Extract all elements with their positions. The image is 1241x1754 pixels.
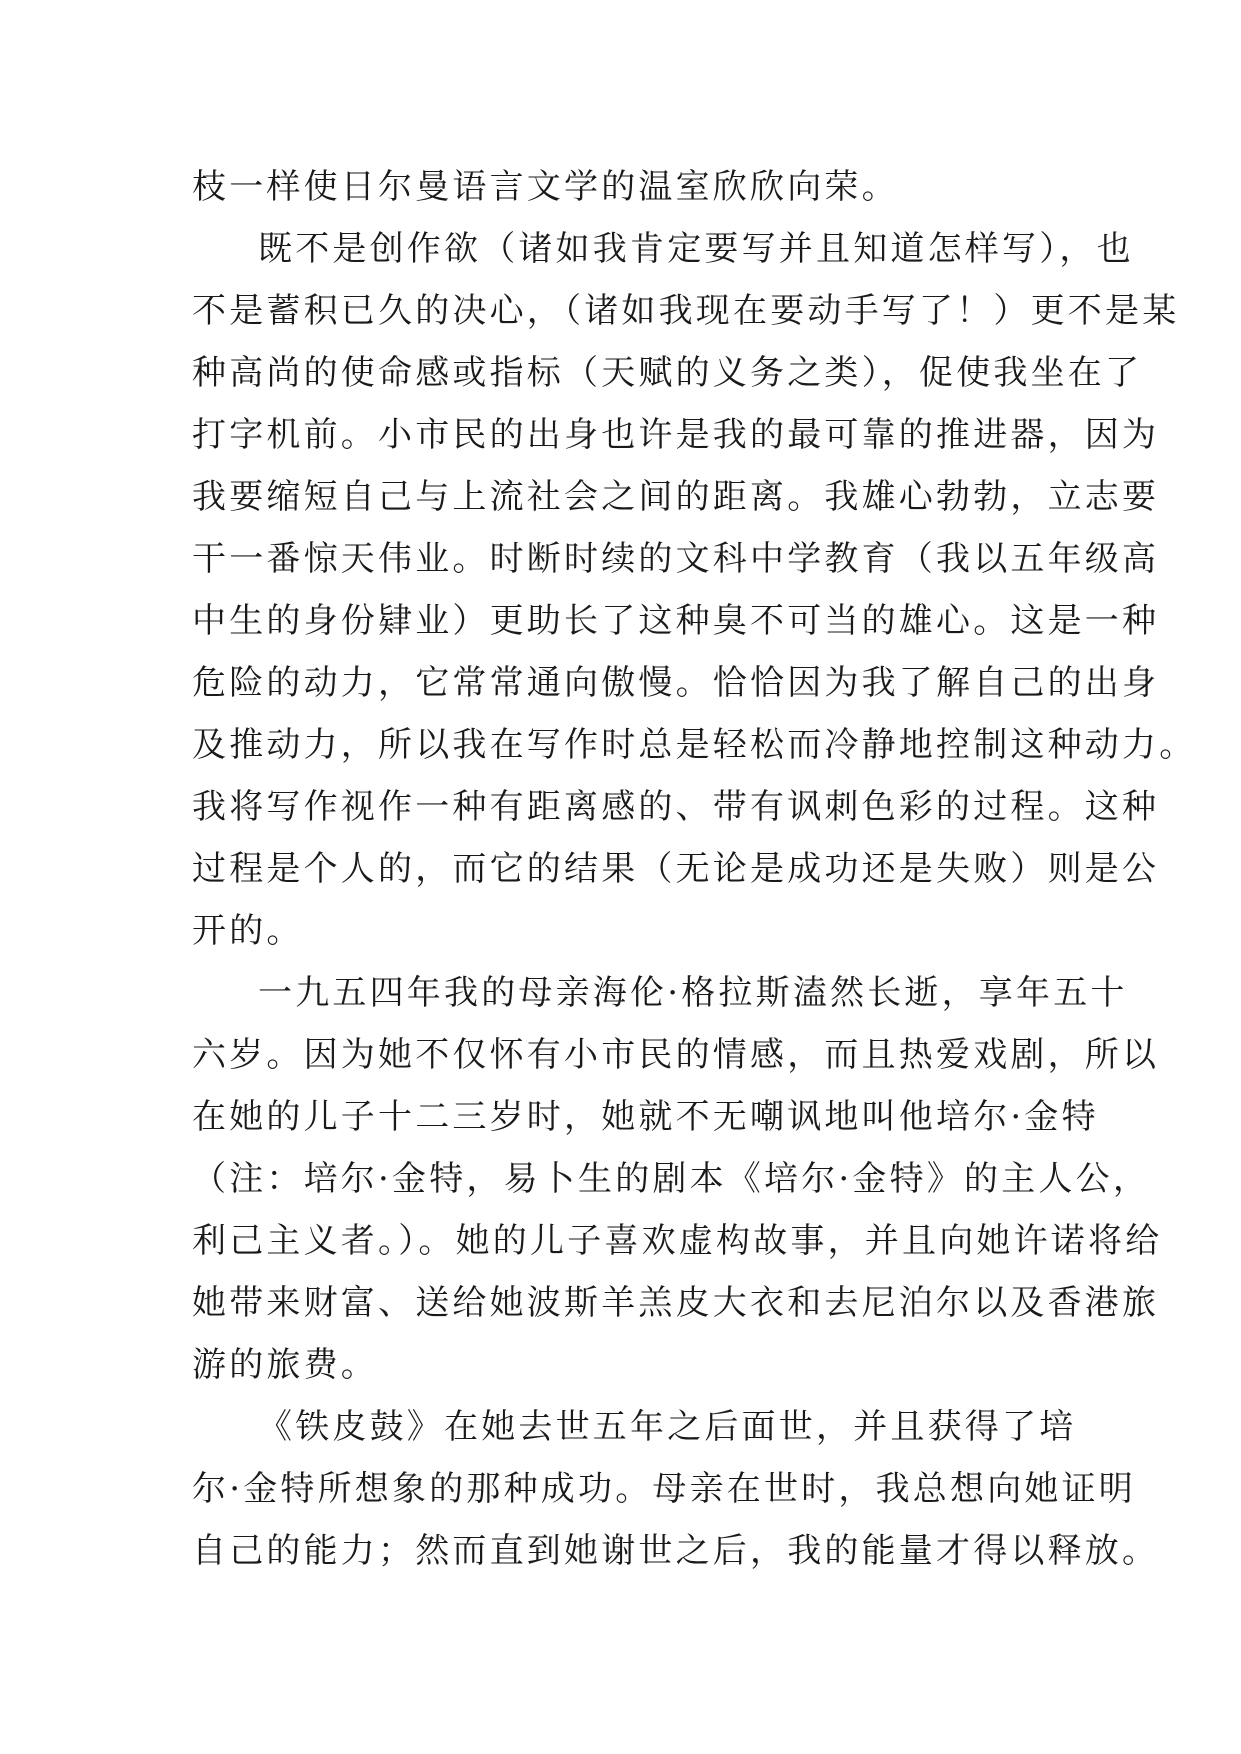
text-line: 中生的身份肄业）更助长了这种臭不可当的雄心。这是一种 <box>192 601 1160 641</box>
text-line: 自己的能力；然而直到她谢世之后，我的能量才得以释放。 <box>192 1531 1160 1571</box>
text-line: 枝一样使日尔曼语言文学的温室欣欣向荣。 <box>192 167 899 207</box>
text-line: 我将写作视作一种有距离感的、带有讽刺色彩的过程。这种 <box>192 787 1160 827</box>
text-line: 过程是个人的，而它的结果（无论是成功还是失败）则是公 <box>192 849 1160 889</box>
text-line: 我要缩短自己与上流社会之间的距离。我雄心勃勃，立志要 <box>192 477 1160 517</box>
text-line: 一九五四年我的母亲海伦·格拉斯溘然长逝，享年五十 <box>258 973 1128 1013</box>
text-line: 及推动力，所以我在写作时总是轻松而冷静地控制这种动力。 <box>192 725 1197 765</box>
text-line: 种高尚的使命感或指标（天赋的义务之类），促使我坐在了 <box>192 353 1143 393</box>
text-line: 不是蓄积已久的决心，（诸如我现在要动手写了！）更不是某 <box>192 291 1180 331</box>
text-line: 尔·金特所想象的那种成功。母亲在世时，我总想向她证明 <box>192 1469 1137 1509</box>
body-text <box>192 156 1197 1582</box>
text-line: 开的。 <box>192 911 304 951</box>
text-line: 在她的儿子十二三岁时，她就不无嘲讽地叫他培尔·金特 <box>192 1097 1099 1137</box>
text-line: 打字机前。小市民的出身也许是我的最可靠的推进器，因为 <box>192 415 1160 455</box>
text-line: 六岁。因为她不仅怀有小市民的情感，而且热爱戏剧，所以 <box>192 1035 1160 1075</box>
text-line: 既不是创作欲（诸如我肯定要写并且知道怎样写），也 <box>258 229 1134 269</box>
text-line: 危险的动力，它常常通向傲慢。恰恰因为我了解自己的出身 <box>192 663 1160 703</box>
text-line: 她带来财富、送给她波斯羊羔皮大衣和去尼泊尔以及香港旅 <box>192 1283 1160 1323</box>
text-line: 干一番惊天伟业。时断时续的文科中学教育（我以五年级高 <box>192 539 1160 579</box>
text-line: 《铁皮鼓》在她去世五年之后面世，并且获得了培 <box>258 1407 1077 1447</box>
text-line: 游的旅费。 <box>192 1345 378 1385</box>
text-line: 利己主义者。）。她的儿子喜欢虚构故事，并且向她许诺将给 <box>192 1221 1163 1261</box>
text-line: （注：培尔·金特，易卜生的剧本《培尔·金特》的主人公， <box>192 1159 1151 1199</box>
